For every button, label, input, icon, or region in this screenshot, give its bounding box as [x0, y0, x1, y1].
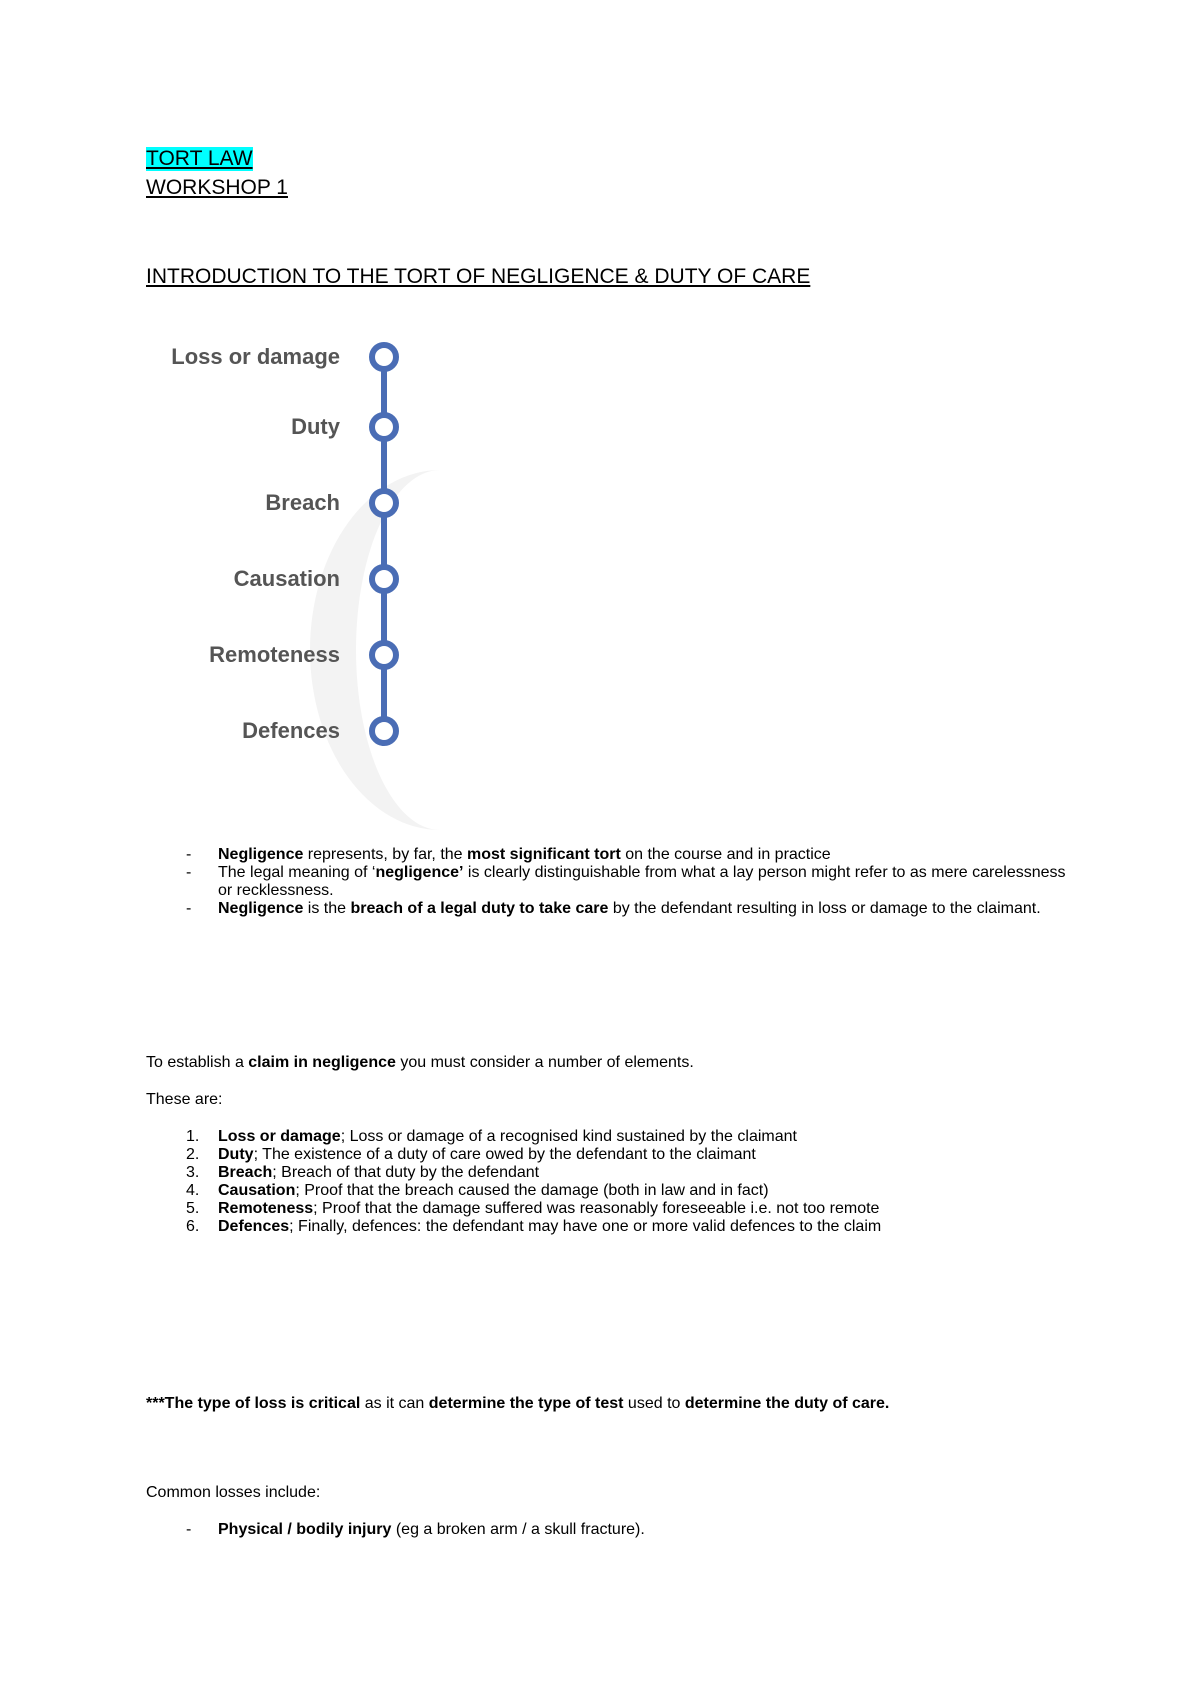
timeline-node [372, 491, 396, 515]
timeline-node [372, 719, 396, 743]
element-item: 1. Loss or damage; Loss or damage of a recognised kind sustained by the claimant [186, 1128, 797, 1145]
timeline-label: Defences [242, 718, 340, 743]
timeline-node [372, 345, 396, 369]
timeline-label: Remoteness [209, 642, 340, 667]
common-losses-list [186, 1521, 1066, 1539]
bullet-item: - Negligence is the breach of a legal duty to take care by the defendant resulting in loss or damage to the claimant. [186, 900, 1066, 918]
timeline-label: Causation [233, 566, 340, 591]
element-item: 4. Causation; Proof that the breach caused the damage (both in law and in fact) [186, 1182, 769, 1199]
bullet-item: - Negligence represents, by far, the most significant tort on the course and in practice [186, 846, 1066, 864]
timeline-label: Loss or damage [171, 344, 340, 369]
bullet-item: - Physical / bodily injury (eg a broken arm / a skull fracture). [186, 1521, 1066, 1539]
element-item: 5. Remoteness; Proof that the damage suffered was reasonably foreseeable i.e. not too remote [186, 1200, 880, 1217]
claim-paragraph: To establish a claim in negligence you must consider a number of elements. [146, 1054, 694, 1071]
timeline-label: Duty [291, 414, 340, 439]
elements-list [186, 1128, 1066, 1236]
section-heading: INTRODUCTION TO THE TORT OF NEGLIGENCE & DUTY OF CARE [146, 265, 811, 288]
timeline-label: Breach [265, 490, 340, 515]
critical-note: ***The type of loss is critical as it can determine the type of test used to determine the duty of care. [146, 1395, 890, 1412]
bullet-item: - The legal meaning of ‘negligence’ is clearly distinguishable from what a lay person might refer to as mere carelessness or recklessness. [186, 864, 1066, 900]
element-item: 6. Defences; Finally, defences: the defendant may have one or more valid defences to the claim [186, 1218, 882, 1235]
document-title: TORT LAW [146, 147, 253, 170]
workshop-label: WORKSHOP 1 [146, 176, 288, 199]
element-item: 3. Breach; Breach of that duty by the defendant [186, 1164, 540, 1181]
negligence-elements-diagram [150, 330, 440, 790]
timeline-node [372, 415, 396, 439]
timeline-node [372, 643, 396, 667]
these-are-label: These are: [146, 1091, 223, 1108]
timeline-node [372, 567, 396, 591]
element-item: 2. Duty; The existence of a duty of care owed by the defendant to the claimant [186, 1146, 756, 1163]
negligence-bullets [186, 846, 1066, 918]
common-losses-label: Common losses include: [146, 1484, 321, 1501]
